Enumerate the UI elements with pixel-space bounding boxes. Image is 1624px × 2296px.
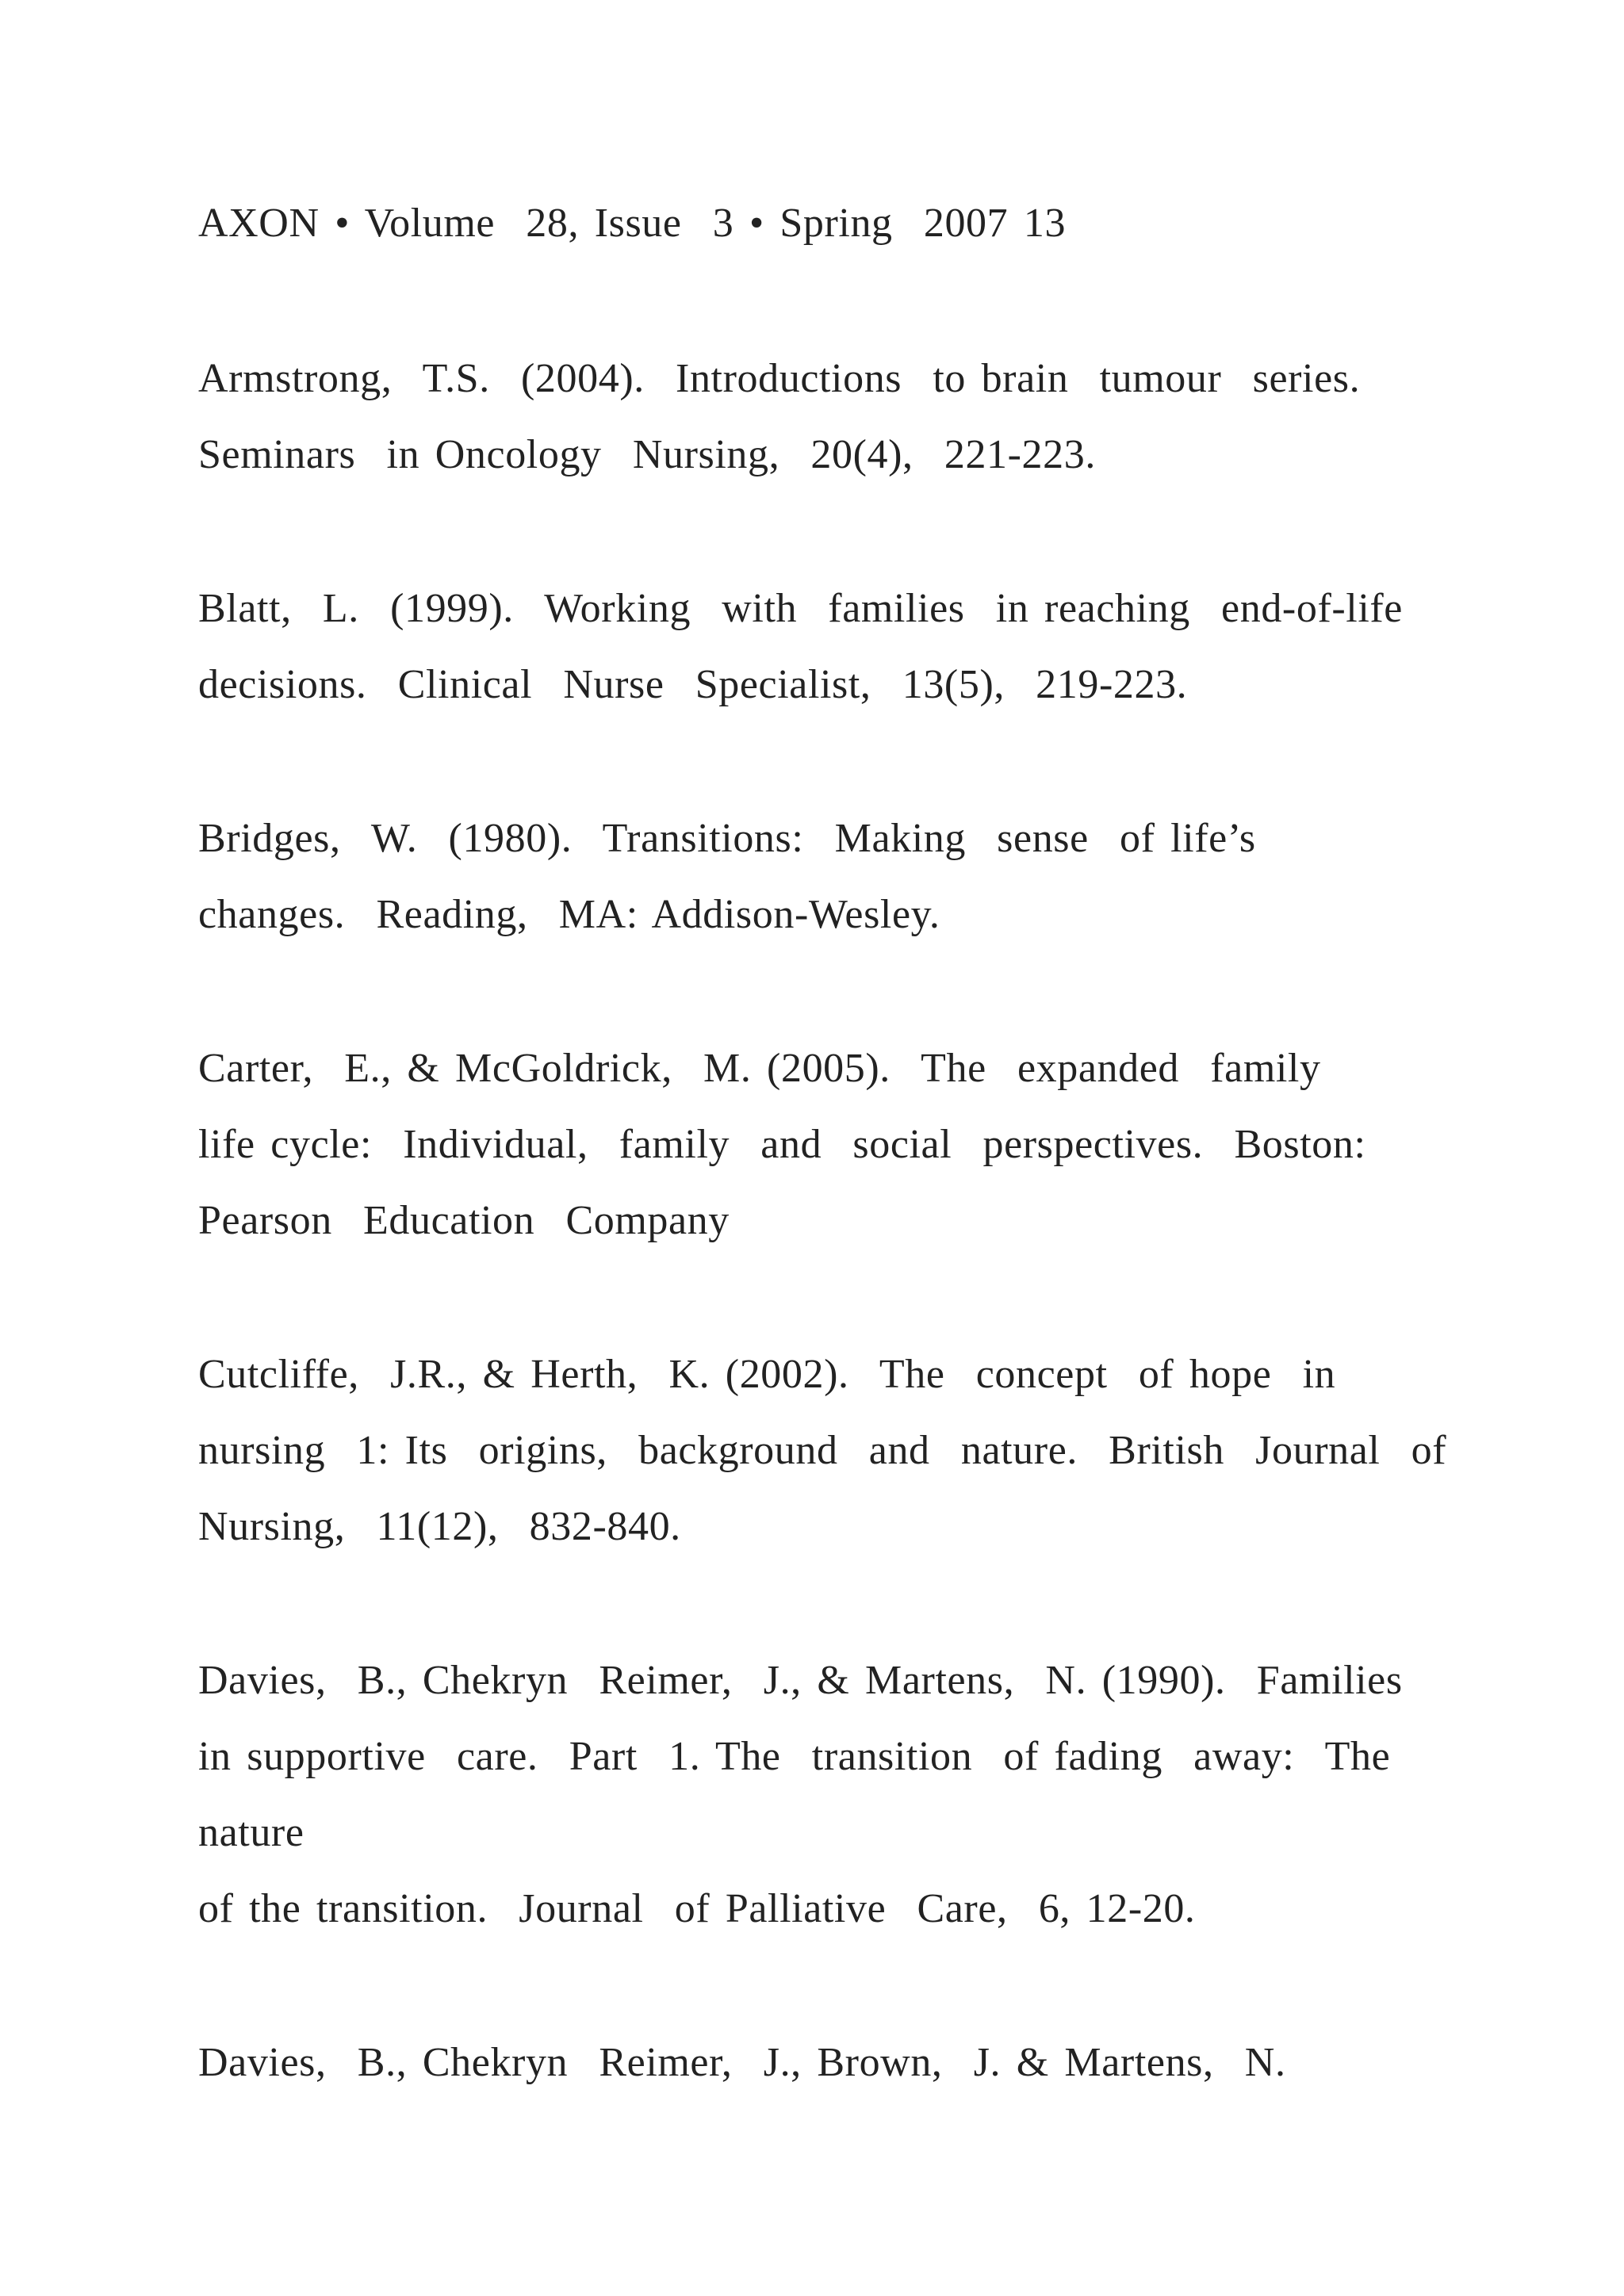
- reference-line: Davies, B., Chekryn Reimer, J., Brown, J. & Martens, N.: [198, 2040, 1286, 2085]
- reference-line: changes. Reading, MA: Addison-Wesley.: [198, 892, 940, 937]
- reference-line: Seminars in Oncology Nursing, 20(4), 221-223.: [198, 432, 1096, 477]
- reference-line: nature: [198, 1810, 304, 1855]
- reference-line: life cycle: Individual, family and social perspectives. Boston:: [198, 1122, 1366, 1167]
- running-head: AXON • Volume 28, Issue 3 • Spring 2007 13: [198, 201, 1067, 246]
- reference-line: Nursing, 11(12), 832-840.: [198, 1504, 681, 1549]
- reference-line: nursing 1: Its origins, background and nature. British Journal of: [198, 1428, 1447, 1473]
- reference-line: Cutcliffe, J.R., & Herth, K. (2002). The concept of hope in: [198, 1352, 1336, 1397]
- reference-line: in supportive care. Part 1. The transition of fading away: The: [198, 1734, 1391, 1779]
- reference-line: of the transition. Journal of Palliative Care, 6, 12-20.: [198, 1886, 1196, 1931]
- reference-line: Pearson Education Company: [198, 1198, 730, 1243]
- reference-line: Carter, E., & McGoldrick, M. (2005). The expanded family: [198, 1046, 1321, 1091]
- reference-line: Bridges, W. (1980). Transitions: Making sense of life’s: [198, 816, 1256, 861]
- reference-line: decisions. Clinical Nurse Specialist, 13(5), 219-223.: [198, 662, 1188, 707]
- reference-line: Blatt, L. (1999). Working with families in reaching end-of-life: [198, 586, 1403, 631]
- reference-line: Armstrong, T.S. (2004). Introductions to brain tumour series.: [198, 356, 1361, 401]
- reference-line: Davies, B., Chekryn Reimer, J., & Martens, N. (1990). Families: [198, 1658, 1403, 1703]
